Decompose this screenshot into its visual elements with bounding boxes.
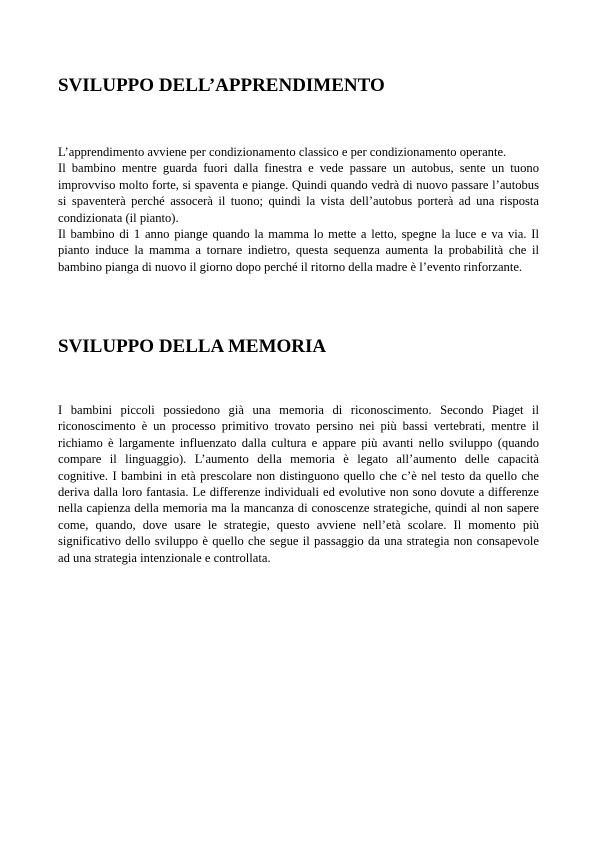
section-heading-memoria: SVILUPPO DELLA MEMORIA (58, 336, 327, 357)
section-body-apprendimento (58, 144, 539, 275)
section-body-memoria (58, 402, 539, 566)
paragraph-autobus-example: Il bambino mentre guarda fuori dalla finestra e vede passare un autobus, sente un tuono improvviso molto forte, si spaventa e piange. Quindi quando vedrà di nuovo passare l’autobus si spaventerà perché assocerà il tuono; quindi la vista dell’autobus porterà ad una risposta condizionata (il pianto). (58, 161, 539, 225)
section-heading-apprendimento: SVILUPPO DELL’APPRENDIMENTO (58, 75, 385, 96)
paragraph-memoria: I bambini piccoli possiedono già una memoria di riconoscimento. Secondo Piaget il riconoscimento è un processo primitivo trovato persino nei più bassi vertebrati, mentre il richiamo è largamente influenzato dalla cultura e appare più avanti nello sviluppo (quando compare il linguaggio). L’aumento della memoria è legato all’aumento delle capacità cognitive. I bambini in età prescolare non distinguono quello che c’è nel testo da quello che deriva dalla loro fantasia. Le differenze individuali ed evolutive non sono dovute a differenze nella capienza della memoria ma la mancanza di conoscenze strategiche, quindi al non sapere come, quando, dove usare le strategie, questo avviene nell’età scolare. Il momento più significativo dello sviluppo è quello che segue il passaggio da una strategia non consapevole ad una strategia intenzionale e controllata. (58, 403, 539, 565)
paragraph-condizionamento: L’apprendimento avviene per condizionamento classico e per condizionamento operante. (58, 145, 507, 159)
paragraph-pianto-example: Il bambino di 1 anno piange quando la mamma lo mette a letto, spegne la luce e va via. Il pianto induce la mamma a tornare indietro, questa sequenza aumenta la probabilità che il bambino pianga di nuovo il giorno dopo perché il ritorno della madre è l’evento rinforzante. (58, 227, 539, 274)
